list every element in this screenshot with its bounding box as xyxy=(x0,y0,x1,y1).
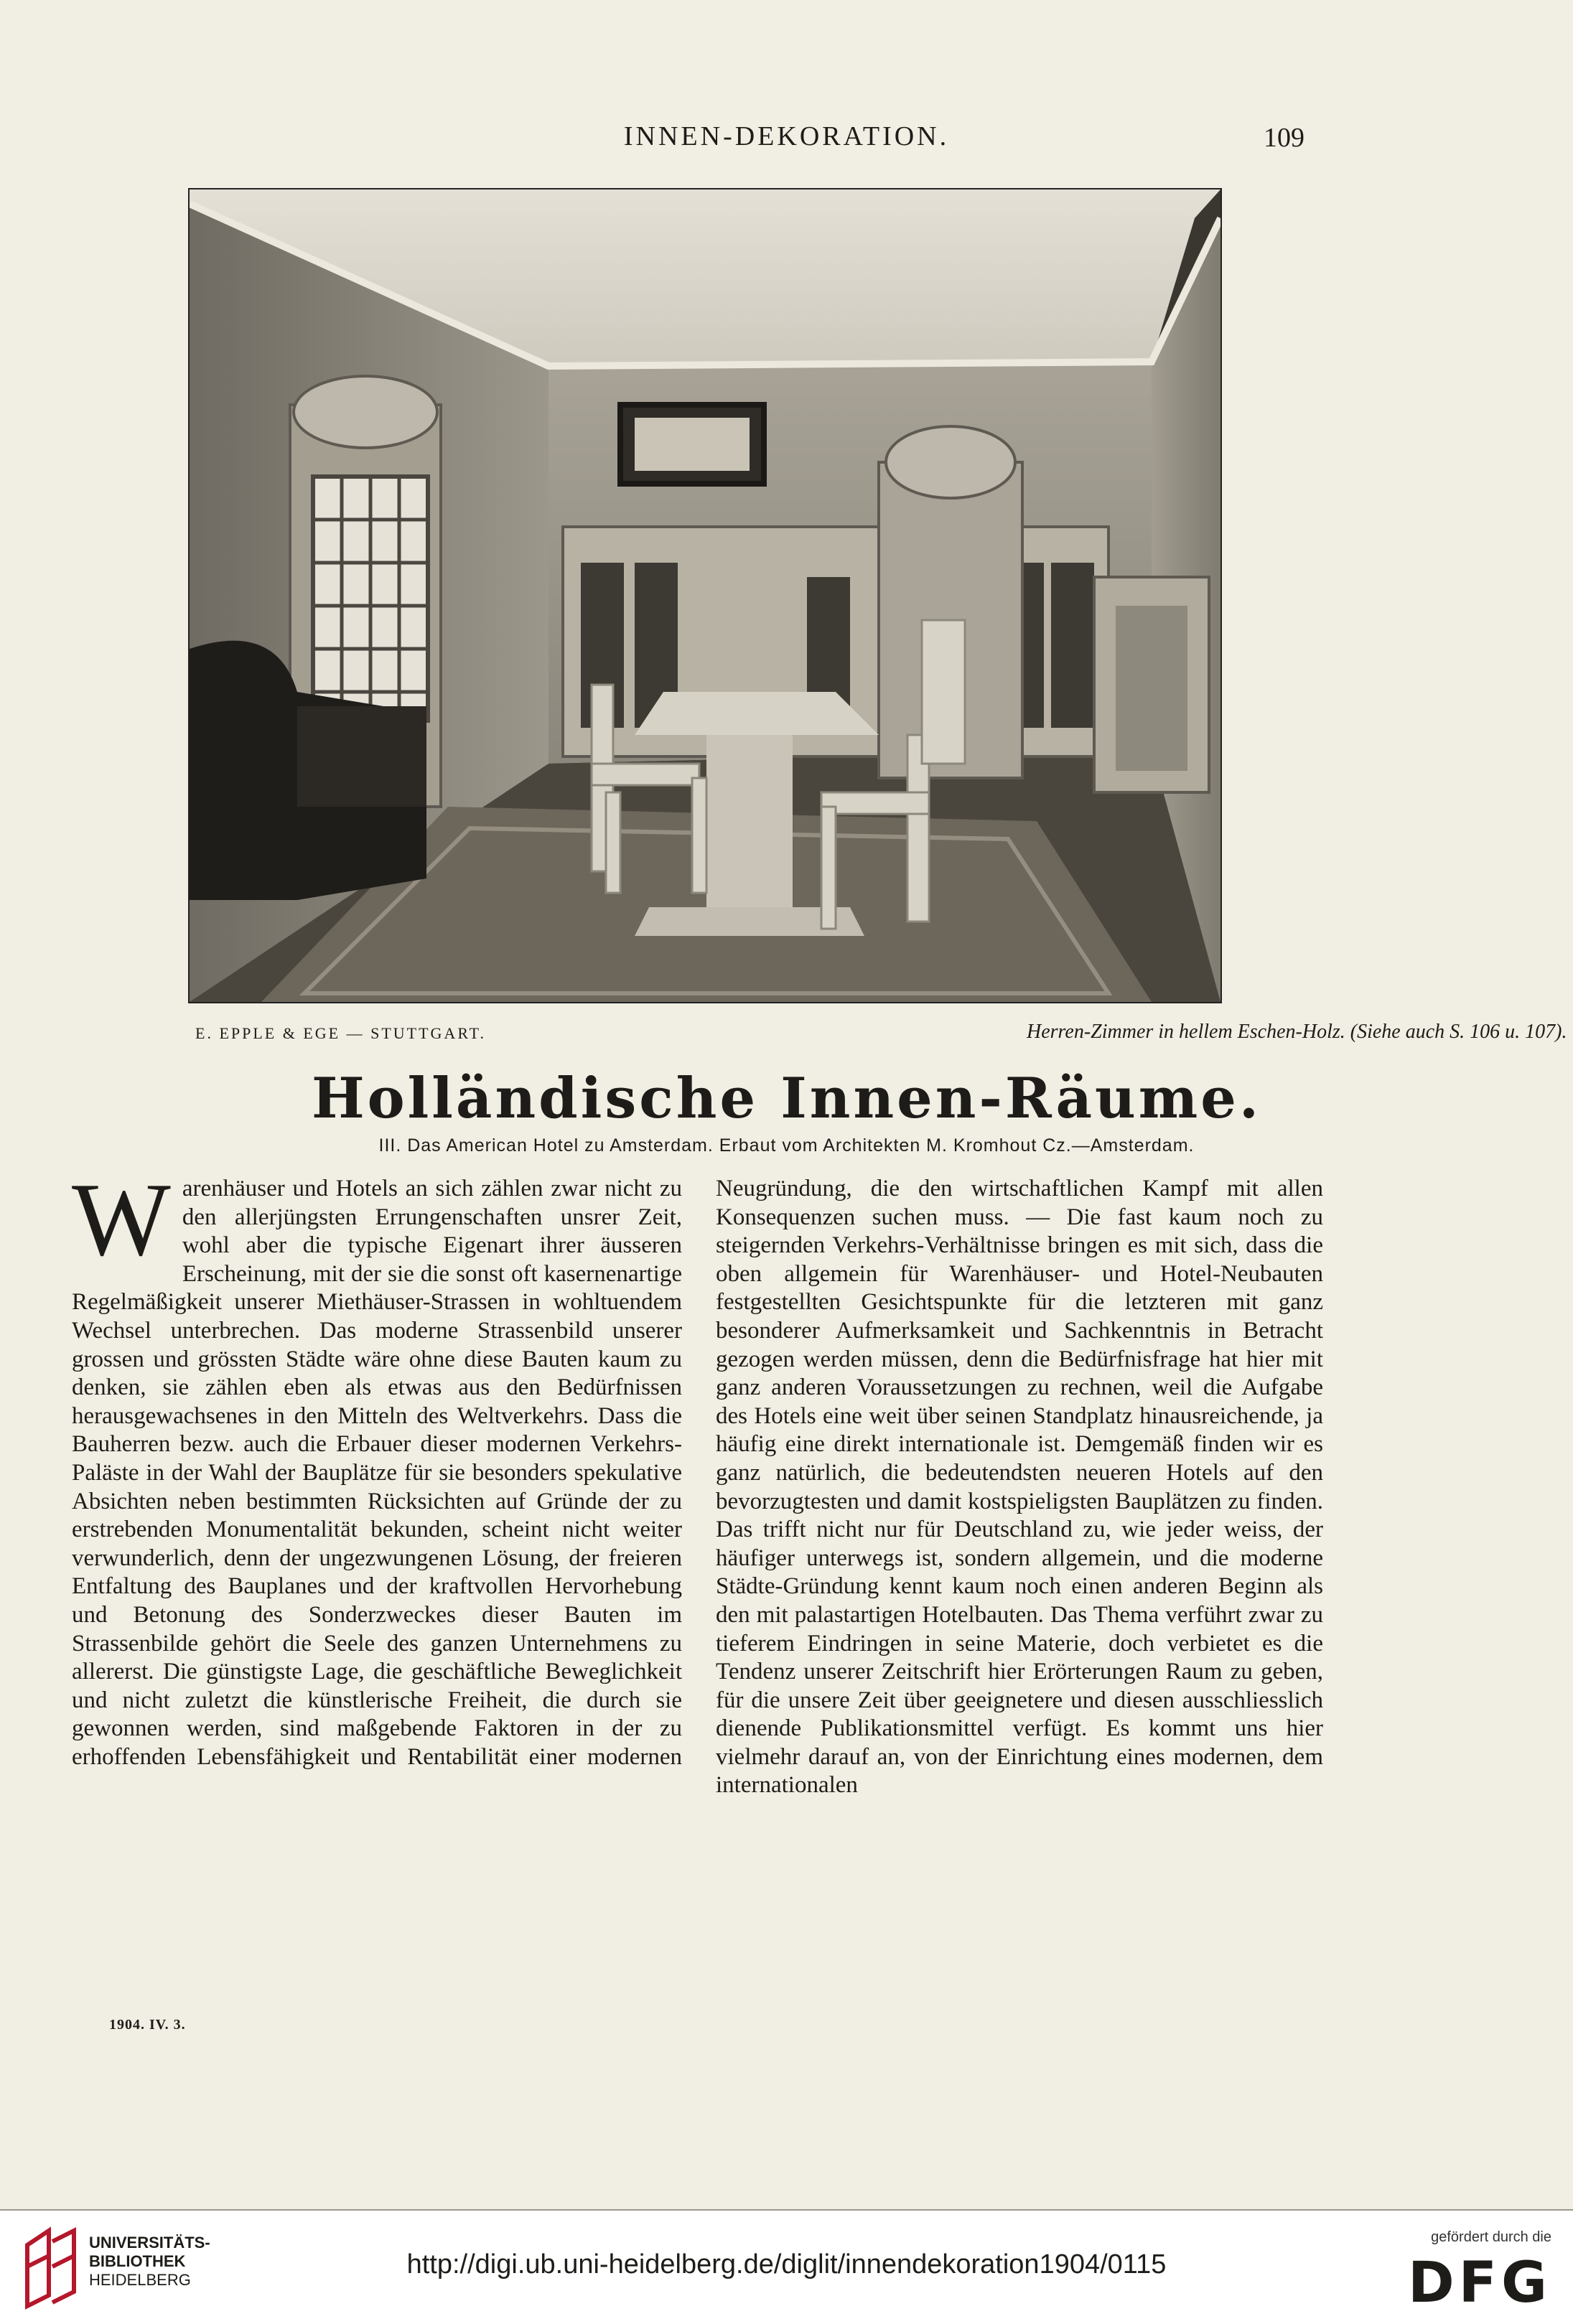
plate-caption: Herren-Zimmer in hellem Eschen-Holz. (Siehe auch S. 106 u. 107). xyxy=(1027,1021,1567,1043)
library-name-line2: BIBLIOTHEK xyxy=(89,2252,186,2270)
running-head: INNEN-DEKORATION. xyxy=(623,121,950,151)
plate-credit: E. EPPLE & EGE — STUTTGART. xyxy=(195,1024,486,1042)
article-title: Holländische Innen-Räume. xyxy=(311,1066,1262,1131)
digitization-footer xyxy=(0,2211,1573,2324)
left-column-text xyxy=(72,1161,682,1771)
right-column xyxy=(716,1175,1323,1800)
left-column xyxy=(72,1161,682,1771)
signature-mark: 1904. IV. 3. xyxy=(109,2017,186,2033)
library-name-line3: HEIDELBERG xyxy=(89,2271,191,2289)
drop-cap: W xyxy=(72,1161,171,1278)
left-column-body: arenhäuser und Hotels an sich zählen zwar nicht zu den allerjüngsten Errungenschaften unsrer Zeit, wohl aber die typische Eigenart ihrer äusseren Erscheinung, mit der sie die sonst oft kasernenartige Regelmäßigkeit unserer Miethäuser-Strassen in wohltuendem Wechsel unterbrechen. Das moderne Strassenbild unserer grossen und grössten Städte wäre ohne diese Bauten kaum zu denken, sie zählen eben als etwas aus den Bedürfnissen herausgewachsenes in den Mitteln des Weltverkehrs. Dass die Bauherren bezw. auch die Erbauer dieser modernen Verkehrs-Paläste in der Wahl der Bauplätze für sie besonders spekulative Absichten neben bestimmten Rücksichten auf Gründe der zu erstrebenden Monumentalität bekunden, scheint nicht weiter verwunderlich, denn der ungezwungenen Lösung, der freieren Entfaltung des Bauplanes und der kraftvollen Hervorhebung und Betonung des Sonderzweckes dieser Bauten im Strassenbilde gehört die Seele des ganzen Unternehmens zu allererst. Die günstigste Lage, die geschäftliche Beweglichkeit und nicht zuletzt die künstlerische Freiheit, die durch sie gewonnen werden, sind maßgebende Faktoren in der zu erhoffenden Lebensfähigkeit und Rentabilität einer modernen xyxy=(72,1176,682,1770)
page-number: 109 xyxy=(1264,123,1304,153)
funder-label: gefördert durch die xyxy=(1431,2229,1551,2245)
source-url-link[interactable]: http://digi.ub.uni-heidelberg.de/diglit/innendekoration1904/0115 xyxy=(406,2249,1167,2280)
photo-plate xyxy=(188,188,1222,1003)
library-name-line1: UNIVERSITÄTS- xyxy=(89,2234,210,2252)
article-subtitle: III. Das American Hotel zu Amsterdam. Erbaut vom Architekten M. Kromhout Cz.—Amsterdam. xyxy=(378,1135,1195,1156)
right-column-text: Neugründung, die den wirtschaftlichen Kampf mit allen Konsequenzen suchen muss. — Die fast kaum noch zu steigernden Verkehrs-Verhältnisse bringen es mit sich, dass die oben allgemein für Warenhäuser- und Hotel-Neubauten festgestellten Gesichtspunkte für die letzteren mit ganz besonderer Aufmerksamkeit und Sachkenntnis in Betracht gezogen werden müssen, denn die Bedürfnisfrage hat hier mit ganz anderen Voraussetzungen zu rechnen, weil die Aufgabe des Hotels eine weit über seinen Standplatz hinausreichende, ja häufig eine direkt internationale ist. Demgemäß finden wir es ganz natürlich, die bedeutendsten neueren Hotels auf den bevorzugtesten und damit kostspieligsten Bauplätzen zu finden. Das trifft nicht nur für Deutschland zu, wie jeder weiss, der häufiger unterwegs ist, sondern allgemein, und die moderne Städte-Gründung kennt kaum noch einen anderen Beginn als den mit palastartigen Hotelbauten. Das Thema verführt zwar zu tieferem Eindringen in seine Materie, doch verbietet es die Tendenz unserer Zeitschrift hier Erörterungen Raum zu geben, für die unsere Zeit über geeignetere und diesen ausschliesslich dienende Publikationsmittel verfügt. Es kommt uns hier vielmehr darauf an, von der Einrichtung eines modernen, dem internationalen xyxy=(716,1176,1323,1799)
dfg-logo: DFG xyxy=(1407,2251,1551,2315)
